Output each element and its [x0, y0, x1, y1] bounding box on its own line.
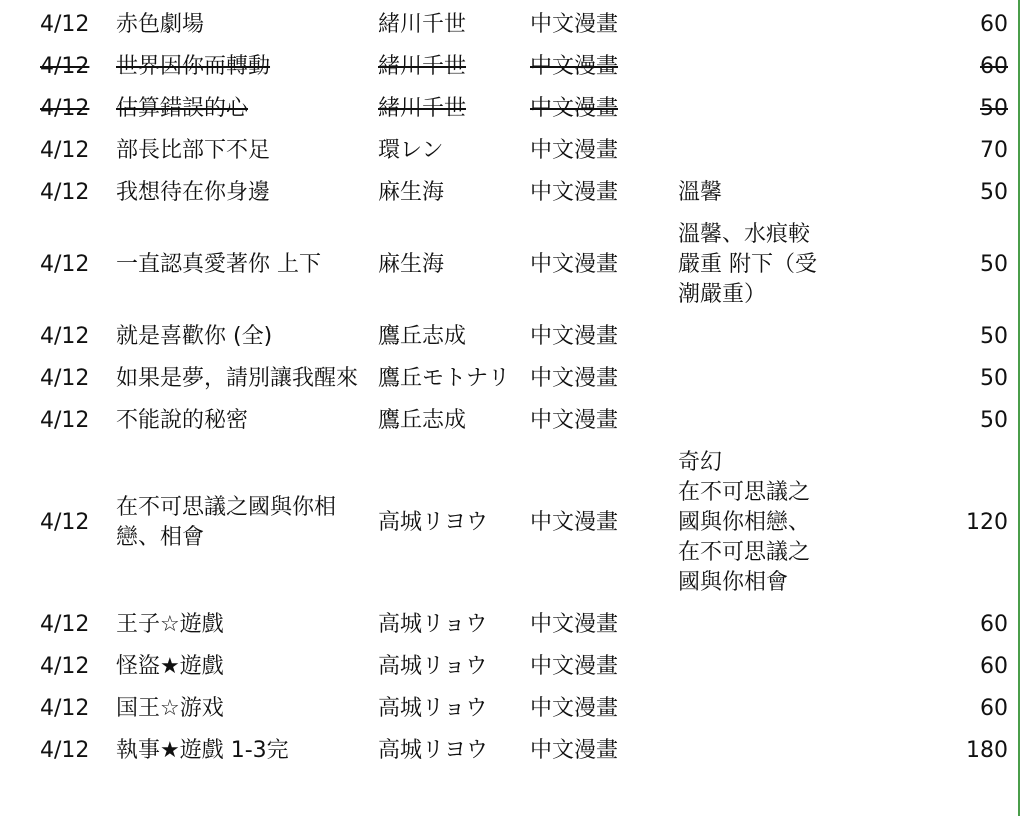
category-cell-text: 中文漫畫 — [530, 612, 619, 637]
date-cell-text: 4/12 — [40, 138, 90, 163]
note-cell[interactable] — [678, 358, 902, 400]
price-cell-text: 50 — [980, 180, 1008, 205]
author-cell[interactable] — [378, 400, 530, 442]
date-cell[interactable] — [0, 358, 116, 400]
title-cell-text: 王子☆遊戲 — [116, 612, 224, 637]
date-cell[interactable] — [0, 130, 116, 172]
price-cell[interactable] — [902, 400, 1020, 442]
author-cell[interactable] — [378, 214, 530, 316]
author-cell-text: 麻生海 — [378, 180, 445, 205]
title-cell[interactable] — [116, 442, 378, 604]
author-cell[interactable] — [378, 172, 530, 214]
note-cell[interactable] — [678, 4, 902, 46]
note-cell[interactable] — [678, 400, 902, 442]
note-cell[interactable] — [678, 130, 902, 172]
date-cell-text: 4/12 — [40, 54, 90, 79]
title-cell[interactable] — [116, 88, 378, 130]
price-cell[interactable] — [902, 4, 1020, 46]
category-cell[interactable] — [530, 88, 678, 130]
author-cell-text: 高城リヨウ — [378, 510, 489, 535]
note-cell[interactable] — [678, 214, 902, 316]
title-cell-text: 我想待在你身邊 — [116, 180, 271, 205]
author-cell-text: 緒川千世 — [378, 54, 467, 79]
price-cell[interactable] — [902, 646, 1020, 688]
date-cell[interactable] — [0, 4, 116, 46]
author-cell[interactable] — [378, 358, 530, 400]
author-cell[interactable] — [378, 442, 530, 604]
category-cell-text: 中文漫畫 — [530, 696, 619, 721]
author-cell-text: 麻生海 — [378, 252, 445, 277]
title-cell[interactable] — [116, 604, 378, 646]
date-cell[interactable] — [0, 172, 116, 214]
date-cell[interactable] — [0, 88, 116, 130]
author-cell[interactable] — [378, 316, 530, 358]
title-cell[interactable] — [116, 646, 378, 688]
date-cell-text: 4/12 — [40, 252, 90, 277]
date-cell[interactable] — [0, 400, 116, 442]
price-cell-text: 50 — [980, 408, 1008, 433]
date-cell[interactable] — [0, 46, 116, 88]
title-cell[interactable] — [116, 316, 378, 358]
category-cell[interactable] — [530, 46, 678, 88]
price-cell-text: 70 — [980, 138, 1008, 163]
date-cell-text: 4/12 — [40, 12, 90, 37]
table-row[interactable] — [0, 4, 1020, 46]
note-cell-text: 溫馨、水痕較 嚴重 附下（受 潮嚴重） — [678, 222, 817, 307]
price-cell-text: 60 — [980, 12, 1008, 37]
category-cell[interactable] — [530, 4, 678, 46]
category-cell-text: 中文漫畫 — [530, 54, 619, 79]
table-row[interactable] — [0, 442, 1020, 604]
category-cell-text: 中文漫畫 — [530, 252, 619, 277]
date-cell-text: 4/12 — [40, 366, 90, 391]
author-cell[interactable] — [378, 646, 530, 688]
author-cell[interactable] — [378, 88, 530, 130]
category-cell-text: 中文漫畫 — [530, 324, 619, 349]
price-cell[interactable] — [902, 172, 1020, 214]
table-row[interactable] — [0, 358, 1020, 400]
author-cell-text: 環レン — [378, 138, 444, 163]
category-cell[interactable] — [530, 358, 678, 400]
table-row[interactable] — [0, 400, 1020, 442]
author-cell[interactable] — [378, 688, 530, 730]
category-cell-text: 中文漫畫 — [530, 180, 619, 205]
table-body — [0, 4, 1020, 772]
date-cell[interactable] — [0, 730, 116, 772]
price-cell-text: 60 — [980, 696, 1008, 721]
date-cell-text: 4/12 — [40, 96, 90, 121]
title-cell-text: 赤色劇場 — [116, 12, 205, 37]
title-cell-text: 国王☆游戏 — [116, 696, 224, 721]
table-row[interactable] — [0, 46, 1020, 88]
date-cell[interactable] — [0, 214, 116, 316]
category-cell[interactable] — [530, 172, 678, 214]
price-cell-text: 50 — [980, 324, 1008, 349]
table-row[interactable] — [0, 688, 1020, 730]
category-cell[interactable] — [530, 400, 678, 442]
author-cell-text: 鷹丘志成 — [378, 408, 467, 433]
table-row[interactable] — [0, 730, 1020, 772]
price-cell[interactable] — [902, 688, 1020, 730]
table-row[interactable] — [0, 604, 1020, 646]
author-cell-text: 鷹丘モトナリ — [378, 366, 511, 391]
title-cell[interactable] — [116, 214, 378, 316]
author-cell-text: 高城リョウ — [378, 612, 488, 637]
author-cell-text: 緒川千世 — [378, 96, 467, 121]
note-cell[interactable] — [678, 46, 902, 88]
note-cell-text: 奇幻 在不可思議之 國與你相戀、 在不可思議之 國與你相會 — [678, 450, 811, 595]
title-cell-text: 執事★遊戲 1-3完 — [116, 738, 289, 763]
category-cell-text: 中文漫畫 — [530, 96, 619, 121]
date-cell[interactable] — [0, 646, 116, 688]
price-cell-text: 180 — [966, 738, 1008, 763]
title-cell[interactable] — [116, 730, 378, 772]
category-cell[interactable] — [530, 442, 678, 604]
note-cell[interactable] — [678, 316, 902, 358]
table-row[interactable] — [0, 88, 1020, 130]
author-cell[interactable] — [378, 730, 530, 772]
title-cell-text: 如果是夢，請別讓我醒來 — [116, 366, 359, 391]
price-cell-text: 60 — [980, 612, 1008, 637]
title-cell-text: 怪盜★遊戲 — [116, 654, 224, 679]
date-cell-text: 4/12 — [40, 696, 90, 721]
title-cell[interactable] — [116, 400, 378, 442]
note-cell[interactable] — [678, 688, 902, 730]
table-row[interactable] — [0, 130, 1020, 172]
price-cell-text: 120 — [966, 510, 1008, 535]
price-cell[interactable] — [902, 730, 1020, 772]
category-cell-text: 中文漫畫 — [530, 12, 619, 37]
category-cell-text: 中文漫畫 — [530, 510, 619, 535]
category-cell[interactable] — [530, 688, 678, 730]
title-cell-text: 不能說的秘密 — [116, 408, 249, 433]
title-cell-text: 一直認真愛著你 上下 — [116, 252, 321, 277]
date-cell-text: 4/12 — [40, 654, 90, 679]
author-cell-text: 鷹丘志成 — [378, 324, 467, 349]
category-cell-text: 中文漫畫 — [530, 408, 619, 433]
price-cell-text: 50 — [980, 252, 1008, 277]
title-cell[interactable] — [116, 4, 378, 46]
table-row[interactable] — [0, 214, 1020, 316]
date-cell-text: 4/12 — [40, 180, 90, 205]
title-cell-text: 在不可思議之國與你相戀、相會 — [116, 495, 337, 550]
category-cell-text: 中文漫畫 — [530, 738, 619, 763]
category-cell[interactable] — [530, 646, 678, 688]
note-cell-text: 溫馨 — [678, 180, 723, 205]
table-row[interactable] — [0, 646, 1020, 688]
category-cell[interactable] — [530, 316, 678, 358]
date-cell-text: 4/12 — [40, 738, 90, 763]
book-list-table — [0, 4, 1020, 772]
price-cell[interactable] — [902, 604, 1020, 646]
date-cell[interactable] — [0, 604, 116, 646]
title-cell[interactable] — [116, 46, 378, 88]
author-cell-text: 高城リヨウ — [378, 738, 489, 763]
table-row[interactable] — [0, 172, 1020, 214]
note-cell[interactable] — [678, 730, 902, 772]
price-cell[interactable] — [902, 316, 1020, 358]
date-cell-text: 4/12 — [40, 324, 90, 349]
date-cell-text: 4/12 — [40, 408, 90, 433]
price-cell-text: 50 — [980, 96, 1008, 121]
note-cell[interactable] — [678, 442, 902, 604]
title-cell-text: 世界因你而轉動 — [116, 54, 271, 79]
title-cell[interactable] — [116, 130, 378, 172]
author-cell[interactable] — [378, 604, 530, 646]
author-cell[interactable] — [378, 4, 530, 46]
table-row[interactable] — [0, 316, 1020, 358]
category-cell-text: 中文漫畫 — [530, 138, 619, 163]
price-cell[interactable] — [902, 214, 1020, 316]
note-cell[interactable] — [678, 604, 902, 646]
title-cell[interactable] — [116, 358, 378, 400]
author-cell[interactable] — [378, 130, 530, 172]
date-cell[interactable] — [0, 688, 116, 730]
category-cell[interactable] — [530, 214, 678, 316]
date-cell-text: 4/12 — [40, 612, 90, 637]
category-cell-text: 中文漫畫 — [530, 366, 619, 391]
title-cell[interactable] — [116, 172, 378, 214]
price-cell[interactable] — [902, 442, 1020, 604]
note-cell[interactable] — [678, 646, 902, 688]
author-cell-text: 高城リョウ — [378, 654, 488, 679]
category-cell[interactable] — [530, 604, 678, 646]
author-cell-text: 緒川千世 — [378, 12, 467, 37]
note-cell[interactable] — [678, 88, 902, 130]
title-cell-text: 估算錯誤的心 — [116, 96, 249, 121]
price-cell-text: 60 — [980, 54, 1008, 79]
author-cell-text: 高城リョウ — [378, 696, 488, 721]
category-cell[interactable] — [530, 730, 678, 772]
title-cell[interactable] — [116, 688, 378, 730]
title-cell-text: 部長比部下不足 — [116, 138, 271, 163]
date-cell[interactable] — [0, 316, 116, 358]
price-cell[interactable] — [902, 130, 1020, 172]
price-cell[interactable] — [902, 46, 1020, 88]
price-cell[interactable] — [902, 88, 1020, 130]
price-cell-text: 60 — [980, 654, 1008, 679]
price-cell-text: 50 — [980, 366, 1008, 391]
category-cell[interactable] — [530, 130, 678, 172]
price-cell[interactable] — [902, 358, 1020, 400]
date-cell-text: 4/12 — [40, 510, 90, 535]
date-cell[interactable] — [0, 442, 116, 604]
author-cell[interactable] — [378, 46, 530, 88]
category-cell-text: 中文漫畫 — [530, 654, 619, 679]
note-cell[interactable] — [678, 172, 902, 214]
title-cell-text: 就是喜歡你 (全) — [116, 324, 273, 349]
